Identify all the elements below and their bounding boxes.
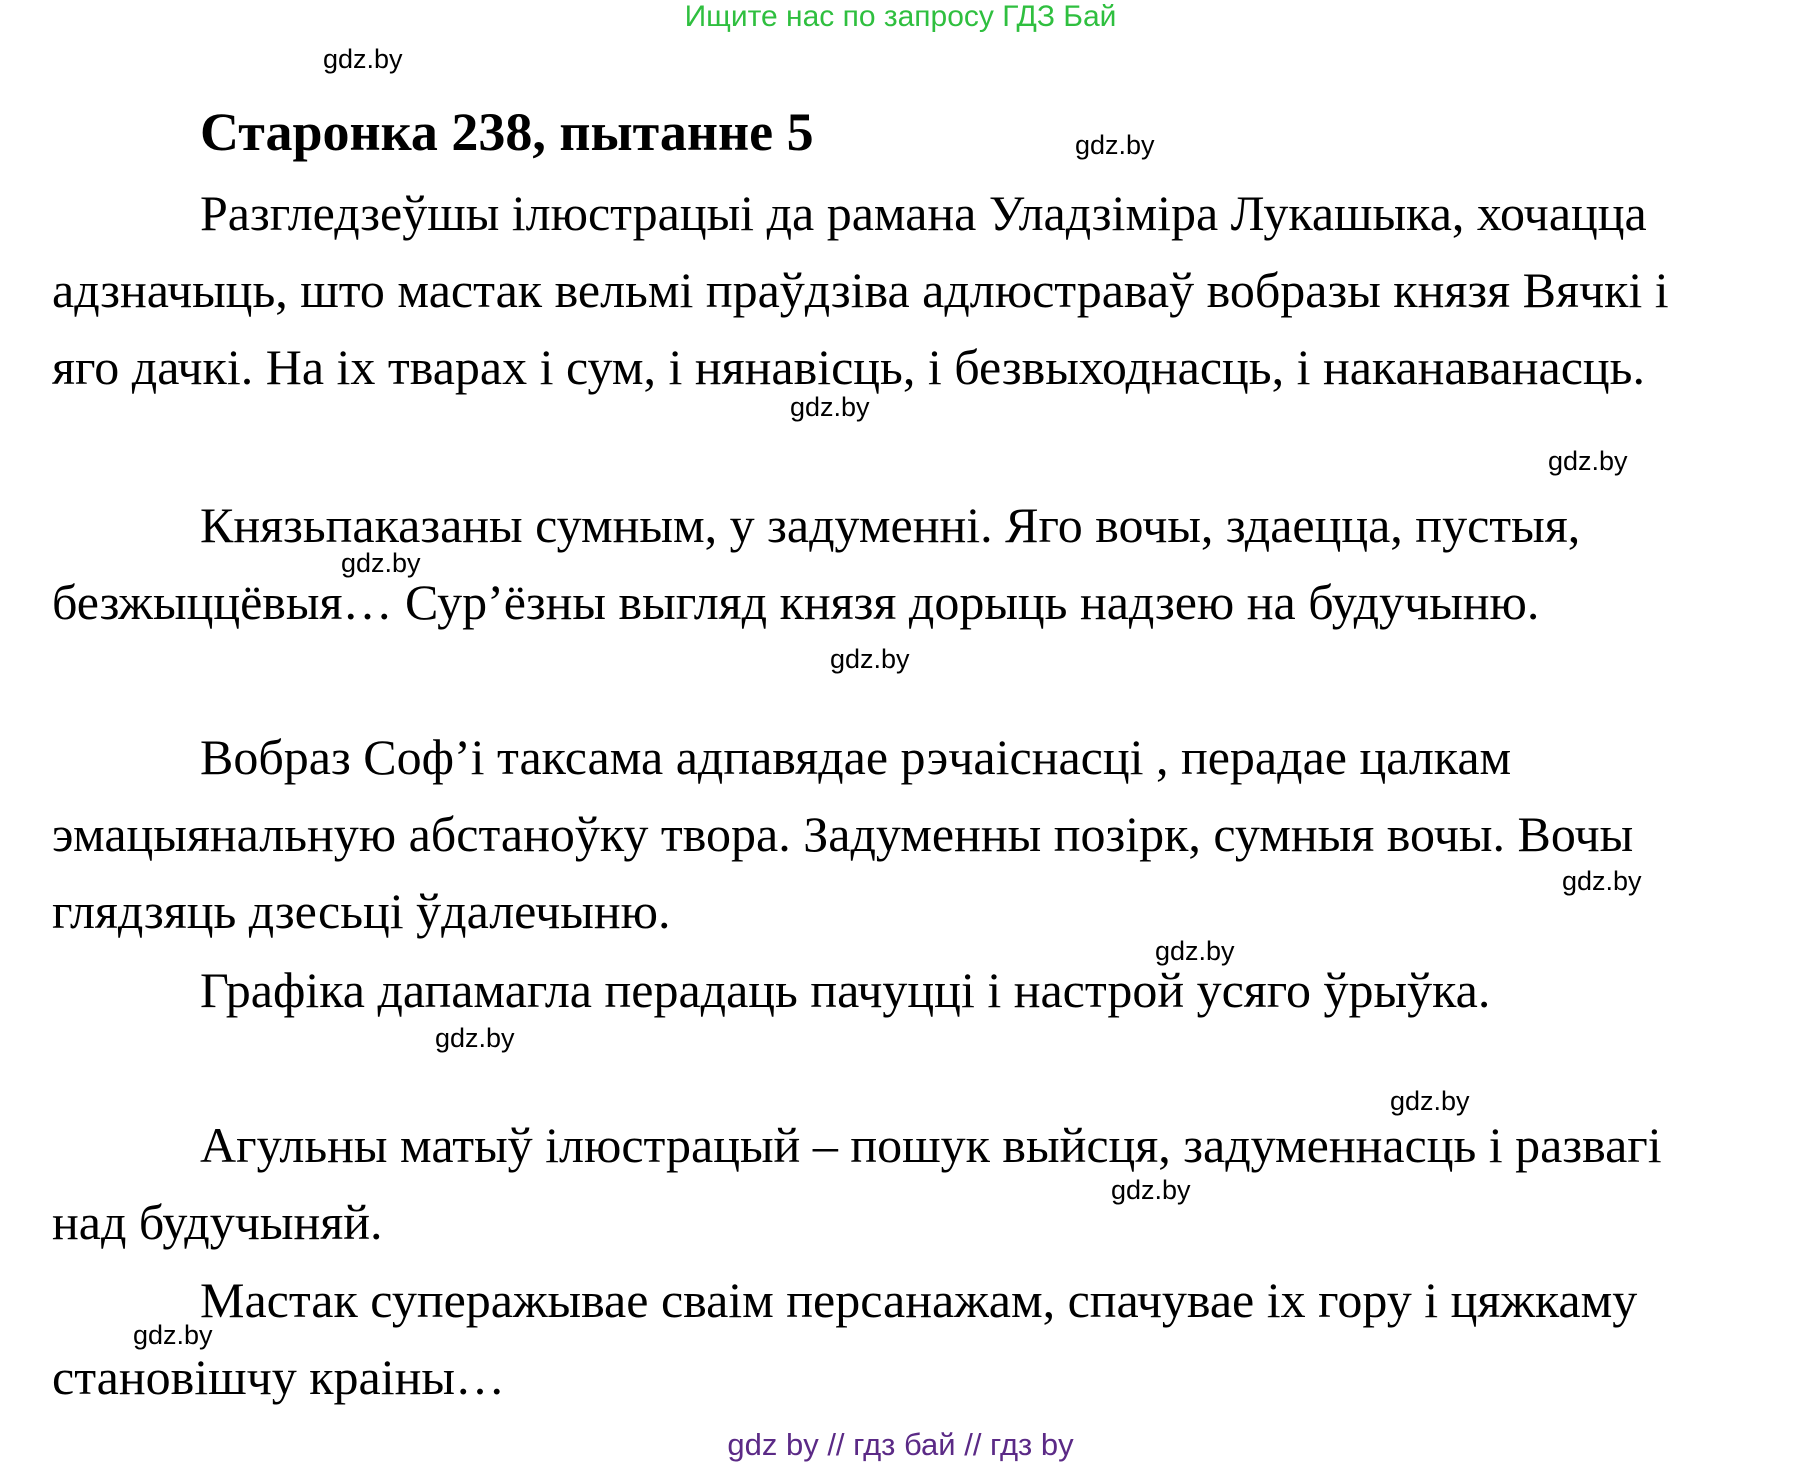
watermark: gdz.by bbox=[1562, 866, 1642, 896]
watermark: gdz.by bbox=[323, 44, 403, 74]
page-title: Старонка 238, пытанне 5 bbox=[200, 102, 814, 162]
watermark: gdz.by bbox=[341, 548, 421, 578]
footer-links: gdz by // гдз бай // гдз by bbox=[727, 1427, 1074, 1462]
watermark: gdz.by bbox=[1111, 1175, 1191, 1205]
paragraph-1: Разгледзеўшы ілюстрацыі да рамана Уладзіміра Лукашыка, хочацца адзначыць, што мастак вельмі праўдзіва адлюстраваў вобразы князя Вячкі і яго дачкі. На іх тварах і сум, і нянавісць, і безвыходнасць, і наканаванасць. bbox=[52, 185, 1669, 395]
watermark: gdz.by bbox=[1075, 130, 1155, 160]
paragraph-5: Агульны матыў ілюстрацый – пошук выйсця, задуменнасць і развагі над будучыняй. bbox=[52, 1117, 1662, 1250]
watermark: gdz.by bbox=[133, 1320, 213, 1350]
watermark: gdz.by bbox=[435, 1023, 515, 1053]
search-banner: Ищите нас по запросу ГДЗ Бай bbox=[684, 0, 1117, 33]
watermark: gdz.by bbox=[790, 392, 870, 422]
paragraph-4: Графіка дапамагла перадаць пачуцці і настрой усяго ўрыўка. bbox=[200, 962, 1491, 1018]
paragraph-3: Вобраз Соф’і таксама адпавядае рэчаіснасці , перадае цалкам эмацыянальную абстаноўку твора. Задуменны позірк, сумныя вочы. Вочы глядзяць дзесьці ўдалечыню. bbox=[52, 729, 1634, 939]
watermark: gdz.by bbox=[830, 644, 910, 674]
paragraph-6: Мастак суперажывае сваім персанажам, спачувае іх гору і цяжкаму становішчу краіны… bbox=[52, 1272, 1638, 1405]
watermark: gdz.by bbox=[1548, 446, 1628, 476]
watermark: gdz.by bbox=[1390, 1086, 1470, 1116]
paragraph-2: Князьпаказаны сумным, у задуменні. Яго вочы, здаецца, пустыя, безжыццёвыя… Сур’ёзны выгляд князя дорыць надзею на будучыню. bbox=[52, 497, 1581, 630]
watermark: gdz.by bbox=[1155, 936, 1235, 966]
